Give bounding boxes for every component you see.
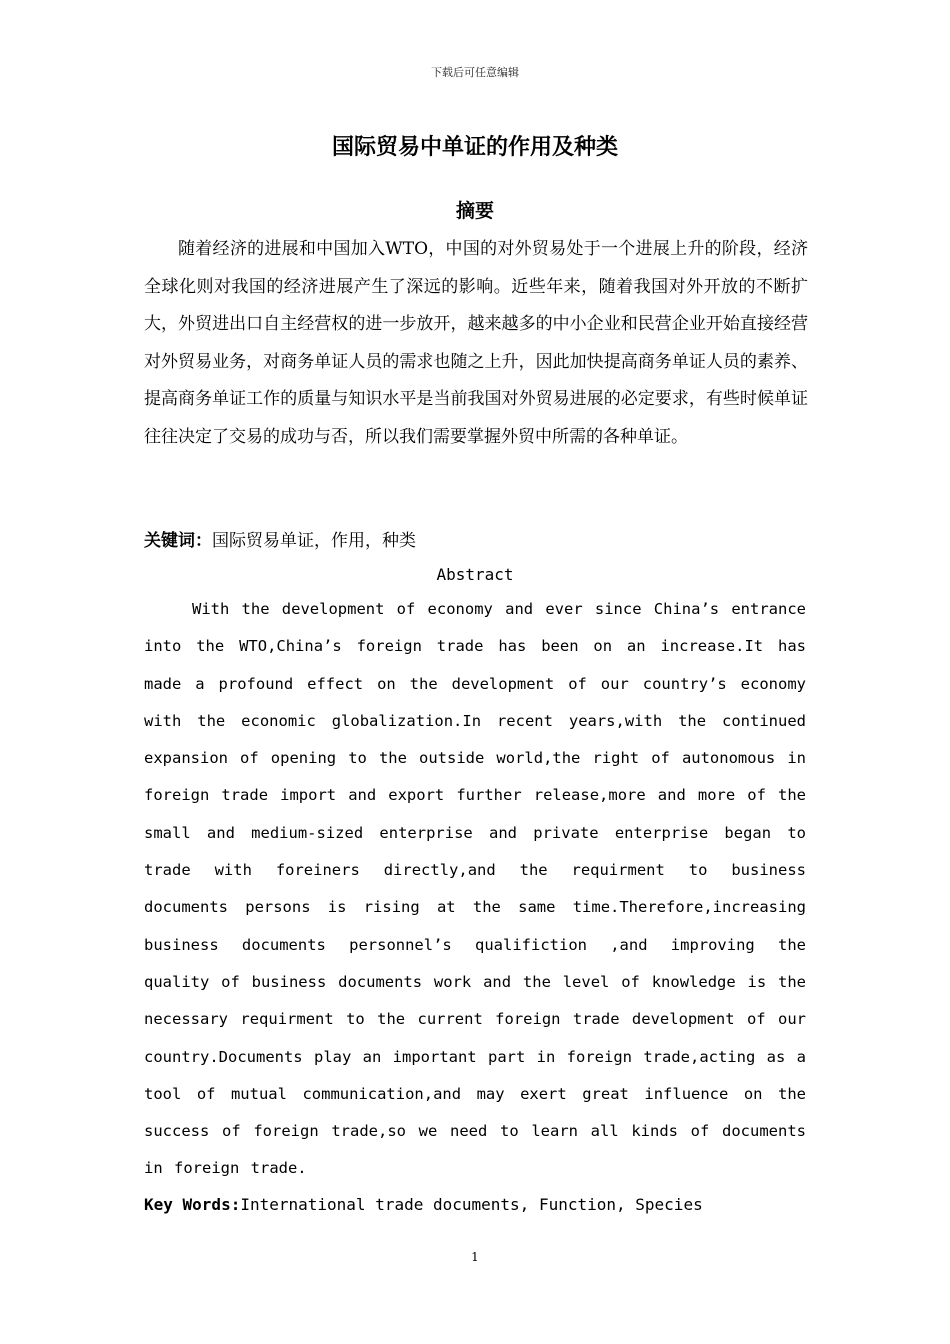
document-title: 国际贸易中单证的作用及种类: [331, 135, 618, 160]
keywords-en-value: International trade documents, Function, Species: [240, 1195, 703, 1214]
keywords-cn: [144, 527, 808, 555]
abstract-body-cn: 随着经济的进展和中国加入WTO，中国的对外贸易处于一个进展上升的阶段，经济全球化则对我国的经济进展产生了深远的影响。近些年来，随着我国对外开放的不断扩大，外贸进出口自主经营权的进一步放开，越来越多的中小企业和民营企业开始直接经营对外贸易业务，对商务单证人员的需求也随之上升，因此加快提高商务单证人员的素养、提高商务单证工作的质量与知识水平是当前我国对外贸易进展的必定要求，有些时候单证往往决定了交易的成功与否，所以我们需要掌握外贸中所需的各种单证。: [144, 239, 808, 447]
page-number: 1: [471, 1250, 479, 1264]
keywords-cn-value: 国际贸易单证，作用，种类: [212, 531, 416, 551]
abstract-heading-en: Abstract: [436, 565, 514, 584]
header-note: 下载后可任意编辑: [431, 66, 519, 79]
keywords-en-label: Key Words:: [144, 1195, 241, 1214]
abstract-heading-cn: 摘要: [455, 200, 494, 222]
keywords-en: [144, 1193, 844, 1217]
abstract-body-en: With the development of economy and ever since China’s entrance into the WTO,China’s foreign trade has been on an increase.It has made a profound effect on the development of our country’s economy with the economic globalization.In recent years,with the continued expansion of opening to the outside world,the right of autonomous in foreign trade import and export further release,more and more of the small and medium-sized enterprise and private enterprise began to trade with foreiners directly,and the requirment to business documents persons is rising at the same time.Therefore,increasing business documents personnel’s qualifiction ,and improving the quality of business documents work and the level of knowledge is the necessary requirment to the current foreign trade development of our country.Documents play an important part in foreign trade,acting as a tool of mutual communication,and may exert great influence on the success of foreign trade,so we need to learn all kinds of documents in foreign trade.: [144, 600, 806, 1178]
keywords-cn-label: 关键词：: [144, 531, 212, 551]
